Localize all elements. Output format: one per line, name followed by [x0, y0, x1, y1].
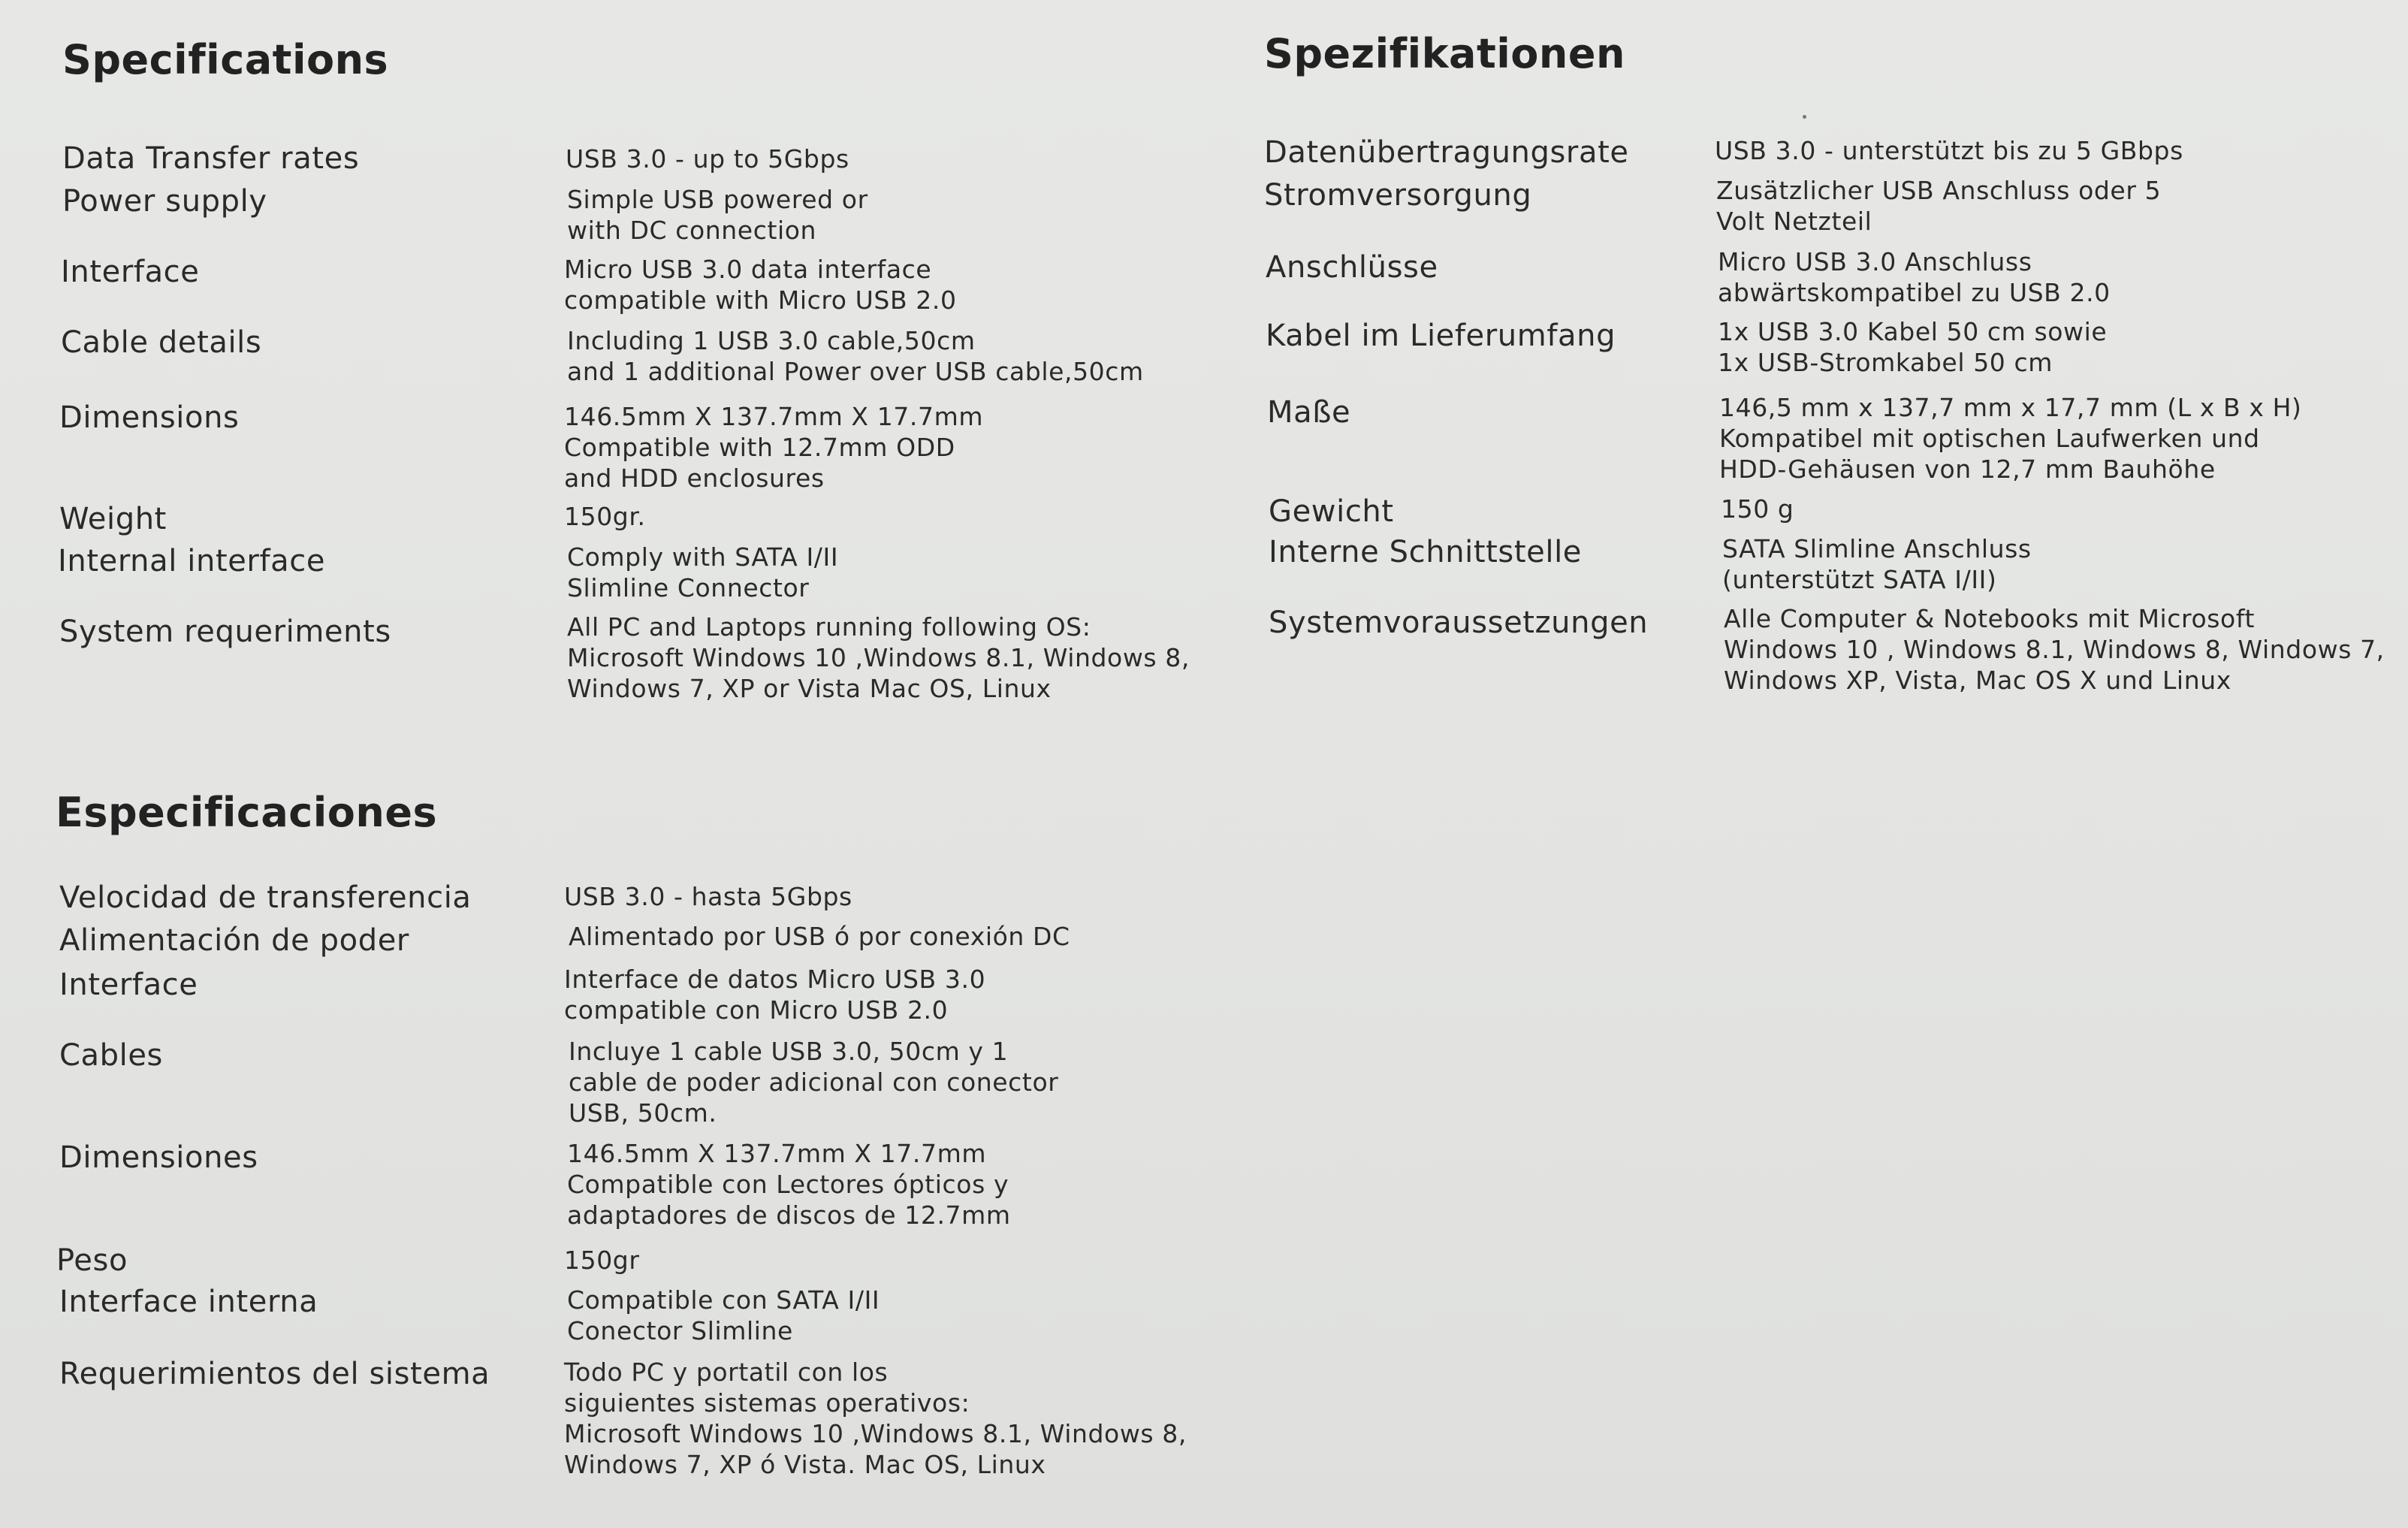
spec-value-line: Comply with SATA I/II — [567, 542, 839, 572]
spec-value-line: USB 3.0 - up to 5Gbps — [566, 144, 849, 174]
spec-value-line: with DC connection — [567, 216, 817, 245]
spec-value-line: cable de poder adicional con conector — [569, 1067, 1059, 1097]
spec-value-line: Micro USB 3.0 data interface — [564, 255, 932, 284]
spec-value — [567, 325, 1144, 387]
spec-label: Interne Schnittstelle — [1269, 535, 1582, 569]
spec-value-line: HDD-Gehäusen von 12,7 mm Bauhöhe — [1719, 454, 2216, 484]
spec-label: Dimensiones — [59, 1140, 258, 1175]
spec-value-line: 146.5mm X 137.7mm X 17.7mm — [567, 1139, 987, 1168]
spec-value-line: 1x USB 3.0 Kabel 50 cm sowie — [1718, 317, 2108, 346]
spec-value-line: Windows 7, XP or Vista Mac OS, Linux — [567, 674, 1052, 703]
spec-value — [567, 542, 838, 603]
spec-value-line: 1x USB-Stromkabel 50 cm — [1718, 348, 2053, 377]
spec-label: Interface — [59, 968, 198, 1002]
spec-value-line: Including 1 USB 3.0 cable,50cm — [567, 326, 976, 355]
spec-label: Requerimientos del sistema — [59, 1357, 490, 1391]
spec-value-line: Slimline Connector — [567, 573, 810, 602]
spec-value — [567, 184, 868, 246]
spec-label: Internal interface — [58, 544, 326, 578]
spec-label: Cable details — [61, 325, 262, 360]
spec-value-line: Volt Netzteil — [1716, 207, 1872, 236]
spec-value-line: siguientes sistemas operativos: — [564, 1388, 970, 1418]
spec-value — [564, 881, 852, 912]
spec-value-line: 150 g — [1721, 494, 1794, 524]
spec-value — [1721, 494, 1794, 524]
spec-label: Cables — [59, 1038, 163, 1073]
spec-value-line: Zusätzlicher USB Anschluss oder 5 — [1716, 176, 2162, 205]
spec-value — [569, 1036, 1058, 1128]
spec-value-line: Compatible con SATA I/II — [567, 1285, 880, 1315]
spec-label: Maße — [1267, 395, 1351, 430]
spec-value-line: Todo PC y portatil con los — [564, 1357, 889, 1387]
spec-label: Dimensions — [59, 400, 240, 435]
spec-value — [564, 964, 985, 1025]
spec-value-line: USB 3.0 - hasta 5Gbps — [564, 882, 852, 911]
spec-value-line: and HDD enclosures — [564, 464, 825, 493]
spec-value — [564, 501, 646, 532]
spec-value — [567, 1285, 880, 1346]
spec-label: Alimentación de poder — [59, 923, 409, 958]
spec-label: Velocidad de transferencia — [59, 880, 472, 915]
section-title: Specifications — [62, 36, 389, 83]
spec-value — [564, 1245, 640, 1276]
spec-value — [564, 401, 983, 494]
spec-value-line: Simple USB powered or — [567, 185, 868, 214]
spec-value-line: SATA Slimline Anschluss — [1722, 534, 2032, 563]
spec-value-line: adaptadores de discos de 12.7mm — [567, 1200, 1011, 1230]
spec-label: Weight — [59, 502, 167, 536]
spec-value-line: 146,5 mm x 137,7 mm x 17,7 mm (L x B x H) — [1719, 393, 2302, 422]
spec-value-line: (unterstützt SATA I/II) — [1722, 565, 1997, 594]
spec-value-line: Microsoft Windows 10 ,Windows 8.1, Windows 8, — [567, 643, 1190, 672]
spec-value — [567, 612, 1190, 704]
spec-value — [567, 1138, 1011, 1231]
spec-value — [1724, 603, 2385, 696]
print-speck — [1803, 115, 1806, 119]
spec-label: Interface interna — [59, 1285, 318, 1319]
spec-value-line: Conector Slimline — [567, 1316, 793, 1345]
spec-value — [566, 143, 849, 174]
section-title: Spezifikationen — [1264, 30, 1625, 77]
spec-value — [1715, 135, 2183, 166]
spec-value-line: All PC and Laptops running following OS: — [567, 612, 1091, 642]
spec-label: Peso — [56, 1243, 128, 1278]
spec-label: Power supply — [62, 184, 267, 219]
spec-label: Gewicht — [1269, 494, 1394, 529]
spec-value-line: Compatible con Lectores ópticos y — [567, 1170, 1009, 1199]
spec-value-line: Windows 7, XP ó Vista. Mac OS, Linux — [564, 1450, 1046, 1479]
spec-value-line: compatible con Micro USB 2.0 — [564, 995, 949, 1025]
spec-label: Stromversorgung — [1264, 178, 1532, 213]
spec-value-line: Microsoft Windows 10 ,Windows 8.1, Windows 8, — [564, 1419, 1187, 1448]
spec-value-line: Alle Computer & Notebooks mit Microsoft — [1724, 604, 2256, 633]
spec-value-line: Micro USB 3.0 Anschluss — [1718, 247, 2032, 276]
spec-value-line: compatible with Micro USB 2.0 — [564, 285, 957, 315]
spec-value-line: Windows 10 , Windows 8.1, Windows 8, Windows 7, — [1724, 635, 2385, 664]
spec-value — [569, 921, 1070, 952]
spec-value-line: 150gr. — [564, 502, 646, 531]
spec-value — [564, 254, 957, 316]
spec-value — [564, 1357, 1187, 1480]
spec-value — [1719, 392, 2301, 485]
spec-value — [1716, 175, 2161, 237]
spec-value-line: Alimentado por USB ó por conexión DC — [569, 922, 1070, 951]
spec-label: Anschlüsse — [1266, 250, 1438, 285]
spec-value-line: Interface de datos Micro USB 3.0 — [564, 965, 986, 994]
spec-value-line: and 1 additional Power over USB cable,50cm — [567, 357, 1144, 386]
spec-label: System requeriments — [59, 615, 391, 649]
spec-value-line: abwärtskompatibel zu USB 2.0 — [1718, 278, 2111, 307]
spec-label: Interface — [61, 255, 200, 289]
spec-value-line: Incluye 1 cable USB 3.0, 50cm y 1 — [569, 1037, 1009, 1066]
spec-value-line: 150gr — [564, 1246, 640, 1275]
spec-label: Datenübertragungsrate — [1264, 135, 1629, 170]
spec-value-line: 146.5mm X 137.7mm X 17.7mm — [564, 402, 984, 431]
spec-value — [1718, 246, 2111, 308]
spec-value-line: Compatible with 12.7mm ODD — [564, 433, 955, 462]
spec-label: Kabel im Lieferumfang — [1266, 319, 1616, 353]
spec-value-line: Windows XP, Vista, Mac OS X und Linux — [1724, 666, 2231, 695]
section-title: Especificaciones — [56, 789, 438, 836]
spec-value — [1722, 533, 2032, 595]
spec-value-line: USB, 50cm. — [569, 1098, 717, 1128]
spec-label: Systemvoraussetzungen — [1269, 605, 1649, 640]
spec-value-line: USB 3.0 - unterstützt bis zu 5 GBbps — [1715, 136, 2183, 165]
spec-value-line: Kompatibel mit optischen Laufwerken und — [1719, 424, 2260, 453]
spec-value — [1718, 316, 2107, 378]
spec-label: Data Transfer rates — [62, 141, 360, 176]
